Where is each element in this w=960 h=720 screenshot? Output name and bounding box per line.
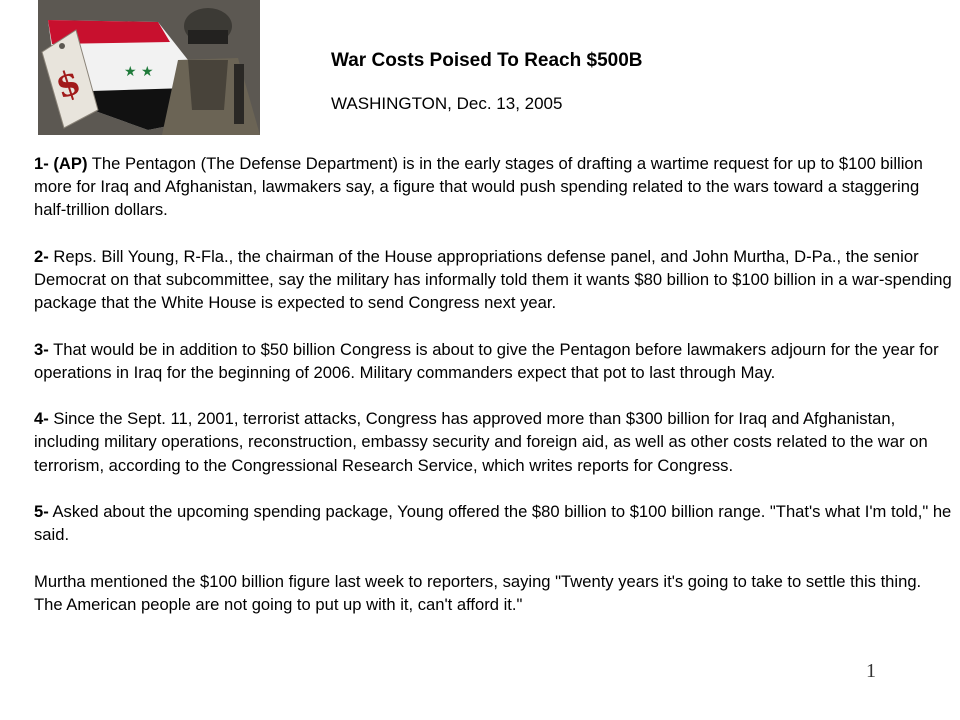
paragraph-number: 1- (AP) (34, 154, 88, 173)
paragraph-number: 3- (34, 339, 49, 359)
article-headline: War Costs Poised To Reach $500B (331, 50, 643, 71)
paragraph-3 (34, 338, 954, 384)
paragraph-4 (34, 407, 954, 477)
paragraph-2 (34, 245, 954, 315)
svg-text:$: $ (50, 61, 86, 108)
paragraph-number: 4- (34, 409, 49, 429)
svg-text:★ ★: ★ ★ (124, 64, 154, 80)
paragraph-5 (34, 500, 954, 546)
paragraph-text: Murtha mentioned the $100 billion figure last week to reporters, saying "Twenty years it's going to take to settle this thing. The American people are not going to put up with it, can't afford it." (34, 571, 922, 614)
soldier-flag-price-tag-image (38, 0, 260, 135)
paragraph-text: Reps. Bill Young, R-Fla., the chairman of the House appropriations defense panel, and John Murtha, D-Pa., the senior Democrat on that subcommittee, say the military has informally told them it wants $80 billion to $100 billion in a war-spending package that the White House is expected to send Congress next year. (34, 246, 952, 313)
paragraph-text: That would be in addition to $50 billion Congress is about to give the Pentagon before lawmakers adjourn for the year for operations in Iraq for the beginning of 2006. Military commanders expect that pot to last through May. (34, 339, 939, 382)
dateline: WASHINGTON, Dec. 13, 2005 (331, 94, 563, 113)
paragraph-text: Since the Sept. 11, 2001, terrorist attacks, Congress has approved more than $300 billion for Iraq and Afghanistan, including military operations, reconstruction, embassy security and foreign aid, as well as other costs related to the war on terrorism, according to the Congressional Research Service, which writes reports for Congress. (34, 409, 928, 475)
paragraph-6 (34, 570, 954, 616)
page-number: 1 (866, 660, 876, 682)
paragraph-number: 5- (34, 501, 49, 521)
paragraph-1 (34, 152, 954, 222)
paragraph-text: The Pentagon (The Defense Department) is in the early stages of drafting a wartime request for up to $100 billion more for Iraq and Afghanistan, lawmakers say, a figure that would push spending related to the wars toward a staggering half-trillion dollars. (34, 154, 923, 220)
paragraph-text: Asked about the upcoming spending package, Young offered the $80 billion to $100 billion range. "That's what I'm told," he said. (34, 501, 952, 545)
paragraph-number: 2- (34, 246, 49, 266)
article-body (34, 152, 954, 616)
